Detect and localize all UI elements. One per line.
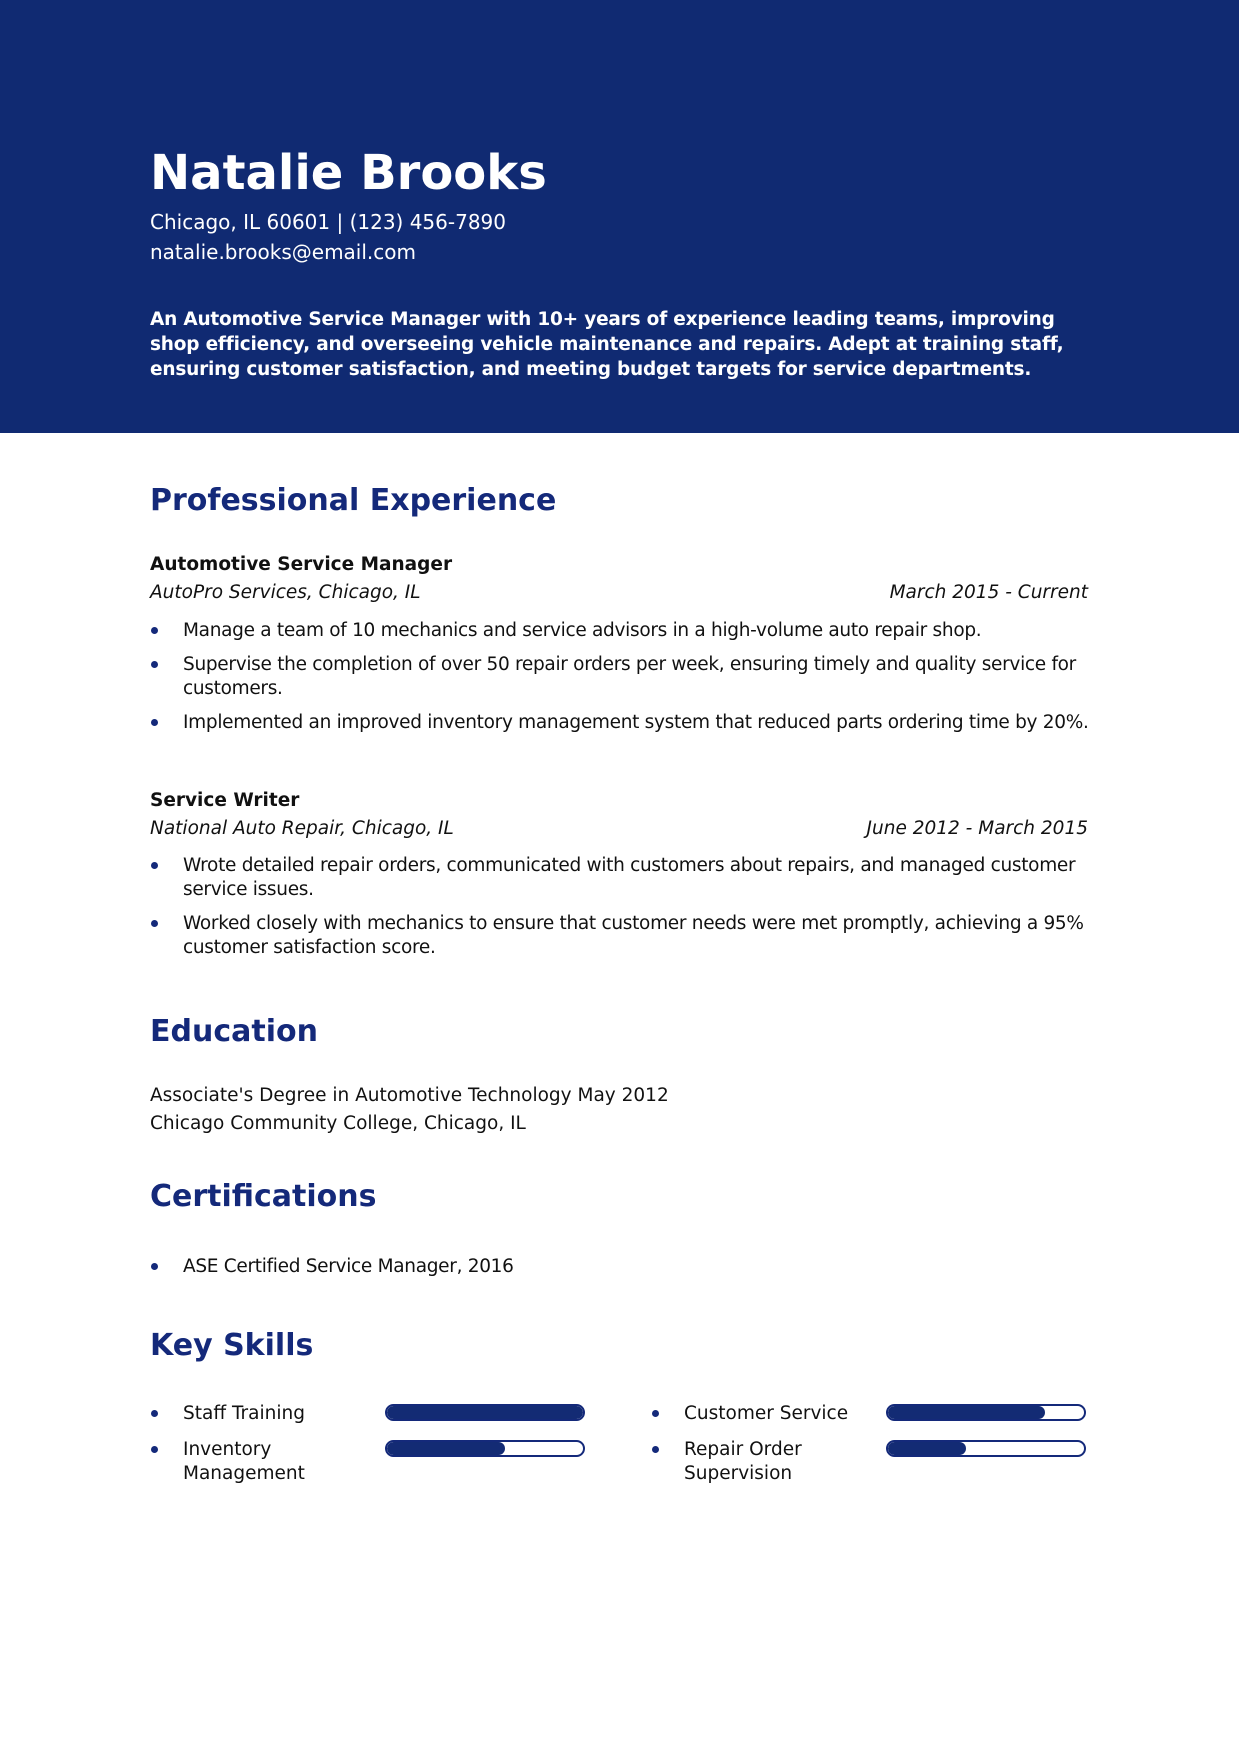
bullet-icon: [151, 1263, 158, 1270]
skill-level-bar: [886, 1440, 1086, 1457]
skill-label: Staff Training: [183, 1403, 305, 1424]
list-item: [150, 711, 1090, 735]
bullet-text: Implemented an improved inventory management system that reduced parts ordering time by 20%.: [183, 712, 1089, 733]
skill-item: [651, 1438, 1071, 1488]
bullet-icon: [151, 862, 158, 869]
list-item: [150, 653, 1090, 701]
bullet-icon: [151, 719, 158, 726]
section-heading-education: Education: [150, 1014, 318, 1049]
job-title: Service Writer: [150, 790, 300, 811]
skill-item: [150, 1438, 570, 1488]
skill-level-bar: [886, 1404, 1086, 1421]
list-item: [150, 619, 1090, 643]
job-company: National Auto Repair, Chicago, IL: [150, 818, 454, 839]
bullet-icon: [151, 1446, 158, 1453]
skill-level-fill: [387, 1442, 505, 1455]
bullet-text: Manage a team of 10 mechanics and service advisors in a high-volume auto repair shop.: [183, 620, 982, 641]
education-school: Chicago Community College, Chicago, IL: [150, 1113, 526, 1134]
certification-text: ASE Certified Service Manager, 2016: [183, 1256, 514, 1277]
skill-level-fill: [888, 1442, 966, 1455]
bullet-icon: [652, 1410, 659, 1417]
list-item: [150, 854, 1090, 902]
bullet-icon: [151, 1410, 158, 1417]
section-heading-certifications: Certifications: [150, 1179, 377, 1214]
bullet-text: Wrote detailed repair orders, communicated with customers about repairs, and managed customer service issues.: [183, 855, 1076, 900]
job-bullets: [150, 619, 1090, 745]
header-banner: [0, 0, 1239, 433]
skill-level-bar: [385, 1404, 585, 1421]
section-heading-skills: Key Skills: [150, 1328, 314, 1363]
job-bullets: [150, 854, 1090, 970]
job-title: Automotive Service Manager: [150, 554, 453, 575]
job-company: AutoPro Services, Chicago, IL: [150, 582, 421, 603]
certification-list: [150, 1255, 1090, 1289]
bullet-icon: [151, 627, 158, 634]
skill-label: Inventory Management: [183, 1439, 305, 1484]
bullet-text: Supervise the completion of over 50 repair orders per week, ensuring timely and quality service for customers.: [183, 654, 1076, 699]
bullet-text: Worked closely with mechanics to ensure that customer needs were met promptly, achieving a 95% customer satisfaction score.: [183, 913, 1084, 958]
location-phone: Chicago, IL 60601 | (123) 456-7890: [150, 210, 506, 234]
bullet-icon: [652, 1446, 659, 1453]
email: natalie.brooks@email.com: [150, 240, 416, 264]
skill-label: Repair Order Supervision: [684, 1439, 802, 1484]
bullet-icon: [151, 920, 158, 927]
candidate-name: Natalie Brooks: [150, 145, 547, 201]
skill-level-bar: [385, 1440, 585, 1457]
skill-level-fill: [888, 1406, 1045, 1419]
skill-label: Customer Service: [684, 1403, 849, 1424]
job-dates: June 2012 - March 2015: [866, 818, 1088, 839]
section-heading-experience: Professional Experience: [150, 483, 557, 518]
education-degree: Associate's Degree in Automotive Technology May 2012: [150, 1085, 669, 1106]
professional-summary: An Automotive Service Manager with 10+ years of experience leading teams, improving shop efficiency, and overseeing vehicle maintenance and repairs. Adept at training staff, ensuring customer satisfaction, and meeting budget targets for service departments.: [150, 309, 1064, 380]
skill-level-fill: [387, 1406, 583, 1419]
list-item: [150, 1255, 1090, 1279]
bullet-icon: [151, 661, 158, 668]
job-dates: March 2015 - Current: [889, 582, 1088, 603]
list-item: [150, 912, 1090, 960]
